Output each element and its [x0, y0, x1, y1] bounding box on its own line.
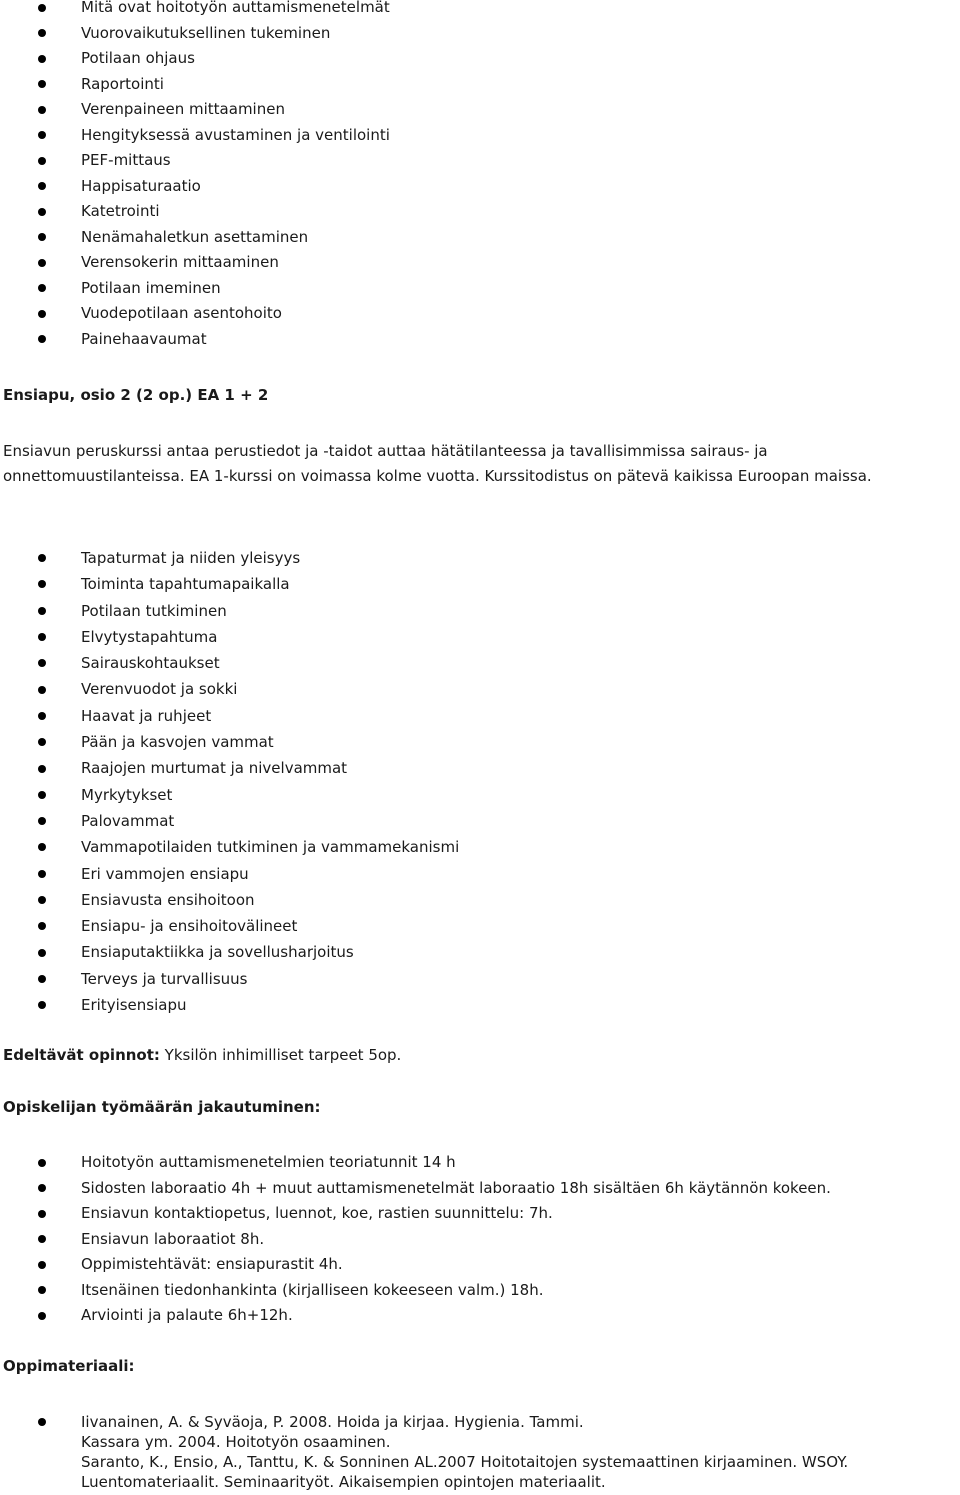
- list-item: [0, 887, 960, 913]
- list-item-text: Verenpaineen mittaaminen: [81, 100, 285, 118]
- list-item-text: Sairauskohtaukset: [81, 654, 220, 673]
- bullet-icon: [38, 259, 46, 267]
- list-item-text: Saranto, K., Ensio, A., Tanttu, K. & Sonninen AL.2007 Hoitotaitojen systemaattinen kirjaaminen. WSOY.: [81, 1453, 849, 1471]
- list-item: [0, 72, 960, 98]
- list-item-text: Myrkytykset: [81, 785, 173, 804]
- bullet-icon: [38, 1001, 46, 1009]
- bullet-icon: [38, 80, 46, 88]
- bullet-icon: [38, 659, 46, 667]
- list-item-text: Katetrointi: [81, 202, 160, 220]
- workload-list: [0, 1150, 960, 1329]
- list-item-text: Kassara ym. 2004. Hoitotyön osaaminen.: [81, 1433, 391, 1451]
- methods-list: [0, 0, 960, 352]
- list-item-text: Sidosten laboraatio 4h + muut auttamismenetelmät laboraatio 18h sisältäen 6h käytännön kokeen.: [81, 1178, 831, 1197]
- list-item: [0, 174, 960, 200]
- bullet-icon: [38, 157, 46, 165]
- list-item-text: Ensiapu- ja ensihoitovälineet: [81, 917, 298, 936]
- list-item-text: Potilaan ohjaus: [81, 49, 195, 67]
- list-item-text: Oppimistehtävät: ensiapurastit 4h.: [81, 1255, 343, 1273]
- bullet-icon: [38, 896, 46, 904]
- list-item-text: Palovammat: [81, 811, 175, 830]
- bullet-icon: [38, 554, 46, 562]
- bullet-icon: [38, 4, 46, 12]
- list-item-text: Hengityksessä avustaminen ja ventilointi: [81, 125, 390, 144]
- bullet-icon: [38, 335, 46, 343]
- list-item: [0, 1452, 960, 1472]
- list-item-text: Nenämahaletkun asettaminen: [81, 227, 309, 246]
- list-item: [0, 755, 960, 781]
- list-item-text: PEF-mittaus: [81, 151, 171, 169]
- list-item-text: Ensiavusta ensihoitoon: [81, 890, 255, 909]
- list-item-text: Pään ja kasvojen vammat: [81, 733, 274, 752]
- list-item-text: Potilaan imeminen: [81, 278, 221, 297]
- bullet-icon: [38, 106, 46, 114]
- list-item-text: Erityisensiapu: [81, 996, 187, 1015]
- bullet-icon: [38, 1159, 46, 1167]
- prerequisites: [3, 1046, 401, 1064]
- bullet-icon: [38, 686, 46, 694]
- list-item-text: Mitä ovat hoitotyön auttamismenetelmät: [81, 0, 390, 16]
- bullet-icon: [38, 55, 46, 63]
- bullet-icon: [38, 233, 46, 241]
- prerequisites-label: Edeltävät opinnot:: [3, 1046, 160, 1064]
- first-aid-description: [3, 439, 958, 489]
- list-item: [0, 1472, 960, 1492]
- list-item-text: Luentomateriaalit. Seminaarityöt. Aikaisempien opintojen materiaalit.: [81, 1473, 606, 1491]
- list-item: [0, 939, 960, 965]
- section-title-first-aid: Ensiapu, osio 2 (2 op.) EA 1 + 2: [3, 386, 269, 404]
- list-item-text: Toiminta tapahtumapaikalla: [81, 575, 290, 594]
- first-aid-topics-list: [0, 545, 960, 1018]
- list-item: [0, 1176, 960, 1202]
- list-item: [0, 729, 960, 755]
- list-item-text: Raajojen murtumat ja nivelvammat: [81, 759, 348, 778]
- bullet-icon: [38, 284, 46, 292]
- bullet-icon: [38, 817, 46, 825]
- list-item-text: Verenvuodot ja sokki: [81, 680, 238, 699]
- bullet-icon: [38, 1261, 46, 1269]
- bullet-icon: [38, 738, 46, 746]
- list-item-text: Eri vammojen ensiapu: [81, 864, 249, 883]
- bullet-icon: [38, 765, 46, 773]
- bullet-icon: [38, 633, 46, 641]
- list-item: [0, 545, 960, 571]
- list-item-text: Tapaturmat ja niiden yleisyys: [81, 549, 301, 567]
- list-item: [0, 703, 960, 729]
- list-item: [0, 199, 960, 225]
- bullet-icon: [38, 310, 46, 318]
- list-item: [0, 624, 960, 650]
- bullet-icon: [38, 1184, 46, 1192]
- list-item: [0, 676, 960, 702]
- bullet-icon: [38, 1235, 46, 1243]
- bullet-icon: [38, 131, 46, 139]
- list-item: [0, 250, 960, 276]
- bullet-icon: [38, 29, 46, 37]
- bullet-icon: [38, 791, 46, 799]
- prerequisites-value: Yksilön inhimilliset tarpeet 5op.: [159, 1046, 402, 1064]
- bullet-icon: [38, 975, 46, 983]
- list-item: [0, 992, 960, 1018]
- materials-list: [0, 1412, 960, 1492]
- section-title-materials: Oppimateriaali:: [3, 1357, 135, 1375]
- list-item: [0, 301, 960, 327]
- list-item: [0, 782, 960, 808]
- bullet-icon: [38, 922, 46, 930]
- bullet-icon: [38, 1286, 46, 1294]
- list-item: [0, 1227, 960, 1253]
- list-item-text: Terveys ja turvallisuus: [81, 969, 248, 988]
- list-item: [0, 650, 960, 676]
- list-item: [0, 1278, 960, 1304]
- list-item: [0, 1201, 960, 1227]
- paragraph-line: Ensiavun peruskurssi antaa perustiedot ja -taidot auttaa hätätilanteessa ja tavallisimmissa sairaus- ja: [3, 442, 768, 460]
- bullet-icon: [38, 949, 46, 957]
- bullet-icon: [38, 1418, 46, 1426]
- list-item: [0, 21, 960, 47]
- list-item: [0, 276, 960, 302]
- bullet-icon: [38, 843, 46, 851]
- list-item: [0, 966, 960, 992]
- bullet-icon: [38, 580, 46, 588]
- list-item-text: Itsenäinen tiedonhankinta (kirjalliseen kokeeseen valm.) 18h.: [81, 1280, 544, 1299]
- list-item-text: Elvytystapahtuma: [81, 627, 218, 646]
- list-item-text: Potilaan tutkiminen: [81, 601, 227, 620]
- list-item: [0, 571, 960, 597]
- list-item: [0, 1432, 960, 1452]
- list-item: [0, 148, 960, 174]
- list-item-text: Painehaavaumat: [81, 329, 207, 348]
- list-item: [0, 834, 960, 860]
- list-item: [0, 598, 960, 624]
- bullet-icon: [38, 1312, 46, 1320]
- list-item-text: Verensokerin mittaaminen: [81, 253, 279, 271]
- section-title-workload: Opiskelijan työmäärän jakautuminen:: [3, 1098, 321, 1116]
- list-item-text: Ensiavun kontaktiopetus, luennot, koe, rastien suunnittelu: 7h.: [81, 1204, 553, 1222]
- list-item: [0, 0, 960, 21]
- list-item-text: Hoitotyön auttamismenetelmien teoriatunnit 14 h: [81, 1153, 456, 1171]
- list-item-text: Iivanainen, A. & Syväoja, P. 2008. Hoida ja kirjaa. Hygienia. Tammi.: [81, 1413, 584, 1431]
- paragraph-line: onnettomuustilanteissa. EA 1-kurssi on voimassa kolme vuotta. Kurssitodistus on pätevä kaikissa Euroopan maissa.: [3, 467, 872, 485]
- bullet-icon: [38, 182, 46, 190]
- list-item-text: Arviointi ja palaute 6h+12h.: [81, 1306, 293, 1324]
- list-item: [0, 327, 960, 353]
- list-item-text: Ensiavun laboraatiot 8h.: [81, 1229, 265, 1248]
- list-item: [0, 225, 960, 251]
- list-item: [0, 1412, 960, 1432]
- list-item-text: Haavat ja ruhjeet: [81, 706, 212, 725]
- list-item: [0, 1150, 960, 1176]
- list-item: [0, 123, 960, 149]
- list-item: [0, 1303, 960, 1329]
- bullet-icon: [38, 607, 46, 615]
- list-item-text: Happisaturaatio: [81, 176, 201, 195]
- bullet-icon: [38, 870, 46, 878]
- list-item-text: Vammapotilaiden tutkiminen ja vammamekanismi: [81, 838, 460, 857]
- list-item: [0, 861, 960, 887]
- list-item-text: Ensiaputaktiikka ja sovellusharjoitus: [81, 943, 354, 962]
- list-item: [0, 46, 960, 72]
- list-item-text: Vuodepotilaan asentohoito: [81, 304, 282, 322]
- list-item-text: Vuorovaikutuksellinen tukeminen: [81, 23, 331, 42]
- list-item: [0, 808, 960, 834]
- list-item-text: Raportointi: [81, 74, 164, 93]
- list-item: [0, 1252, 960, 1278]
- bullet-icon: [38, 712, 46, 720]
- bullet-icon: [38, 1210, 46, 1218]
- list-item: [0, 913, 960, 939]
- list-item: [0, 97, 960, 123]
- bullet-icon: [38, 208, 46, 216]
